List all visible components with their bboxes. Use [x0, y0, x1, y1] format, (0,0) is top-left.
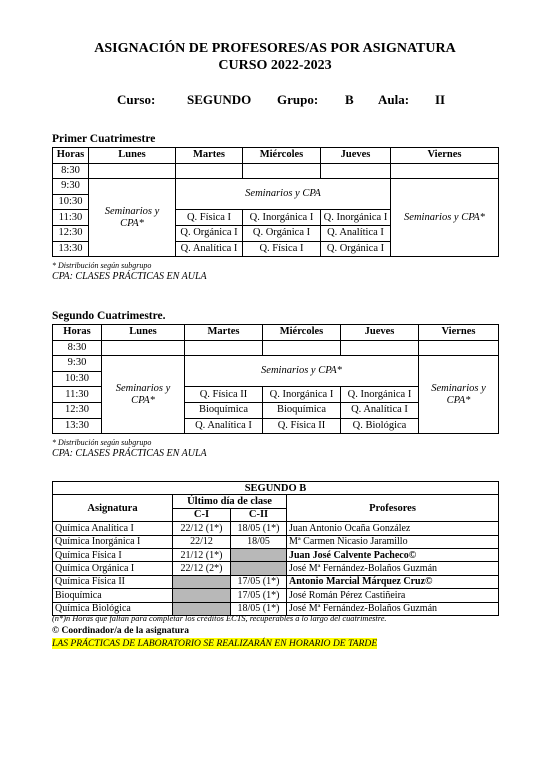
curso-label: Curso:: [117, 92, 156, 107]
course-year: CURSO 2022-2023: [218, 58, 332, 73]
viernes-seminar-cell: Seminarios y CPA*: [419, 356, 499, 434]
header-profesores: Profesores: [287, 495, 499, 522]
shaded-cell: [173, 575, 231, 588]
teacher-name: Mª Carmen Nicasio Jaramillo: [287, 535, 499, 548]
subject-name: Química Física I: [53, 548, 173, 561]
teacher-name: José Mª Fernández-Bolaños Guzmán: [287, 602, 499, 615]
schedule-row: [53, 163, 499, 179]
class-cell: Q. Analítica I: [176, 241, 243, 257]
teachers-table: [52, 481, 499, 616]
aula-value: II: [435, 92, 446, 107]
subject-name: Bioquímica: [53, 589, 173, 602]
subject-name: Química Orgánica I: [53, 562, 173, 575]
class-cell: Bioquímica: [185, 402, 263, 418]
page-title: ASIGNACIÓN DE PROFESORES/AS POR ASIGNATURA: [94, 41, 456, 56]
last-day-c1: 21/12 (1*): [173, 548, 231, 561]
empty-cell: [102, 340, 185, 356]
last-day-c2: 18/05 (1*): [231, 602, 287, 615]
header-miercoles: Miércoles: [263, 325, 341, 341]
empty-cell: [263, 340, 341, 356]
grupo-label: Grupo:: [277, 92, 319, 107]
empty-cell: [419, 340, 499, 356]
subject-name: Química Biológica: [53, 602, 173, 615]
hour-cell: 11:30: [53, 210, 89, 226]
grupo-value: B: [345, 92, 354, 107]
hour-cell: 12:30: [53, 402, 102, 418]
schedule-row: [53, 340, 499, 356]
class-cell: Q. Física II: [263, 418, 341, 434]
lunes-seminar-cell: Seminarios y CPA*: [102, 356, 185, 434]
class-cell: Bioquímica: [263, 402, 341, 418]
header-ultimo-dia: Último día de clase: [173, 495, 287, 508]
schedule-row: [53, 179, 499, 195]
viernes-seminar-cell: Seminarios y CPA*: [391, 179, 499, 257]
class-cell: Q. Inorgánica I: [243, 210, 321, 226]
teacher-name: José Mª Fernández-Bolaños Guzmán: [287, 562, 499, 575]
class-cell: Q. Analítica I: [321, 225, 391, 241]
header-viernes: Viernes: [391, 148, 499, 164]
hour-cell: 10:30: [53, 194, 89, 210]
table-row: [53, 522, 499, 535]
hour-cell: 9:30: [53, 179, 89, 195]
header-lunes: Lunes: [102, 325, 185, 341]
seminar-merged-cell: Seminarios y CPA: [176, 179, 391, 210]
hour-cell: 10:30: [53, 371, 102, 387]
header-martes: Martes: [176, 148, 243, 164]
teacher-name: José Román Pérez Castiñeira: [287, 589, 499, 602]
header-lunes: Lunes: [89, 148, 176, 164]
aula-label: Aula:: [378, 92, 410, 107]
section-title-second-semester: Segundo Cuatrimestre.: [52, 310, 166, 322]
class-cell: Q. Inorgánica I: [341, 387, 419, 403]
header-asignatura: Asignatura: [53, 495, 173, 522]
subject-name: Química Física II: [53, 575, 173, 588]
shaded-cell: [231, 548, 287, 561]
table-row: [53, 548, 499, 561]
class-cell: Q. Analítica I: [185, 418, 263, 434]
schedule-row: [53, 356, 499, 372]
class-cell: Q. Orgánica I: [243, 225, 321, 241]
table-row: [53, 589, 499, 602]
hour-cell: 8:30: [53, 340, 102, 356]
hour-cell: 9:30: [53, 356, 102, 372]
subject-name: Química Inorgánica I: [53, 535, 173, 548]
subgroup-note: * Distribución según subgrupo: [52, 261, 152, 270]
class-cell: Q. Biológica: [341, 418, 419, 434]
hour-cell: 11:30: [53, 387, 102, 403]
table-row: [53, 535, 499, 548]
teacher-name-coordinator: Antonio Marcial Márquez Cruz©: [287, 575, 499, 588]
coordinator-legend: © Coordinador/a de la asignatura: [52, 626, 189, 636]
seminar-merged-cell: Seminarios y CPA*: [185, 356, 419, 387]
schedule-header-row: [53, 148, 499, 164]
header-horas: Horas: [53, 325, 102, 341]
empty-cell: [176, 163, 243, 179]
lunes-seminar-cell: Seminarios y CPA*: [89, 179, 176, 257]
table-row: [53, 575, 499, 588]
hour-cell: 13:30: [53, 418, 102, 434]
header-c2: C-II: [231, 508, 287, 521]
header-horas: Horas: [53, 148, 89, 164]
header-jueves: Jueves: [341, 325, 419, 341]
header-martes: Martes: [185, 325, 263, 341]
schedule-table-second-semester: [52, 324, 499, 434]
schedule-header-row: [53, 325, 499, 341]
header-viernes: Viernes: [419, 325, 499, 341]
subgroup-note: * Distribución según subgrupo: [52, 438, 152, 447]
class-cell: Q. Inorgánica I: [263, 387, 341, 403]
hour-cell: 8:30: [53, 163, 89, 179]
empty-cell: [89, 163, 176, 179]
table-row: [53, 562, 499, 575]
cpa-note: CPA: CLASES PRÁCTICAS EN AULA: [52, 448, 207, 459]
last-day-c1: 22/12: [173, 535, 231, 548]
class-cell: Q. Física I: [243, 241, 321, 257]
empty-cell: [341, 340, 419, 356]
last-day-c2: 17/05 (1*): [231, 575, 287, 588]
last-day-c2: 18/05 (1*): [231, 522, 287, 535]
last-day-c2: 17/05 (1*): [231, 589, 287, 602]
empty-cell: [243, 163, 321, 179]
last-day-c2: 18/05: [231, 535, 287, 548]
header-miercoles: Miércoles: [243, 148, 321, 164]
class-cell: Q. Orgánica I: [176, 225, 243, 241]
ects-footnote: (n*)n Horas que faltan para completar los créditos ECTS, recuperables a lo largo del cuatrimestre.: [52, 614, 387, 623]
curso-value: SEGUNDO: [187, 92, 252, 107]
class-cell: Q. Inorgánica I: [321, 210, 391, 226]
schedule-table-first-semester: [52, 147, 499, 257]
subject-name: Química Analítica I: [53, 522, 173, 535]
header-jueves: Jueves: [321, 148, 391, 164]
header-c1: C-I: [173, 508, 231, 521]
section-title-first-semester: Primer Cuatrimestre: [52, 133, 156, 145]
class-cell: Q. Física I: [176, 210, 243, 226]
teacher-name: Juan Antonio Ocaña González: [287, 522, 499, 535]
empty-cell: [391, 163, 499, 179]
class-cell: Q. Orgánica I: [321, 241, 391, 257]
shaded-cell: [173, 589, 231, 602]
class-cell: Q. Analítica I: [341, 402, 419, 418]
group-title: SEGUNDO B: [53, 482, 499, 495]
shaded-cell: [231, 562, 287, 575]
lab-notice: LAS PRÁCTICAS DE LABORATORIO SE REALIZARÁN EN HORARIO DE TARDE: [52, 638, 378, 649]
empty-cell: [321, 163, 391, 179]
empty-cell: [185, 340, 263, 356]
class-cell: Q. Física II: [185, 387, 263, 403]
last-day-c1: 22/12 (1*): [173, 522, 231, 535]
last-day-c1: 22/12 (2*): [173, 562, 231, 575]
hour-cell: 13:30: [53, 241, 89, 257]
teacher-name-coordinator: Juan José Calvente Pacheco©: [287, 548, 499, 561]
cpa-note: CPA: CLASES PRÁCTICAS EN AULA: [52, 271, 207, 282]
hour-cell: 12:30: [53, 225, 89, 241]
